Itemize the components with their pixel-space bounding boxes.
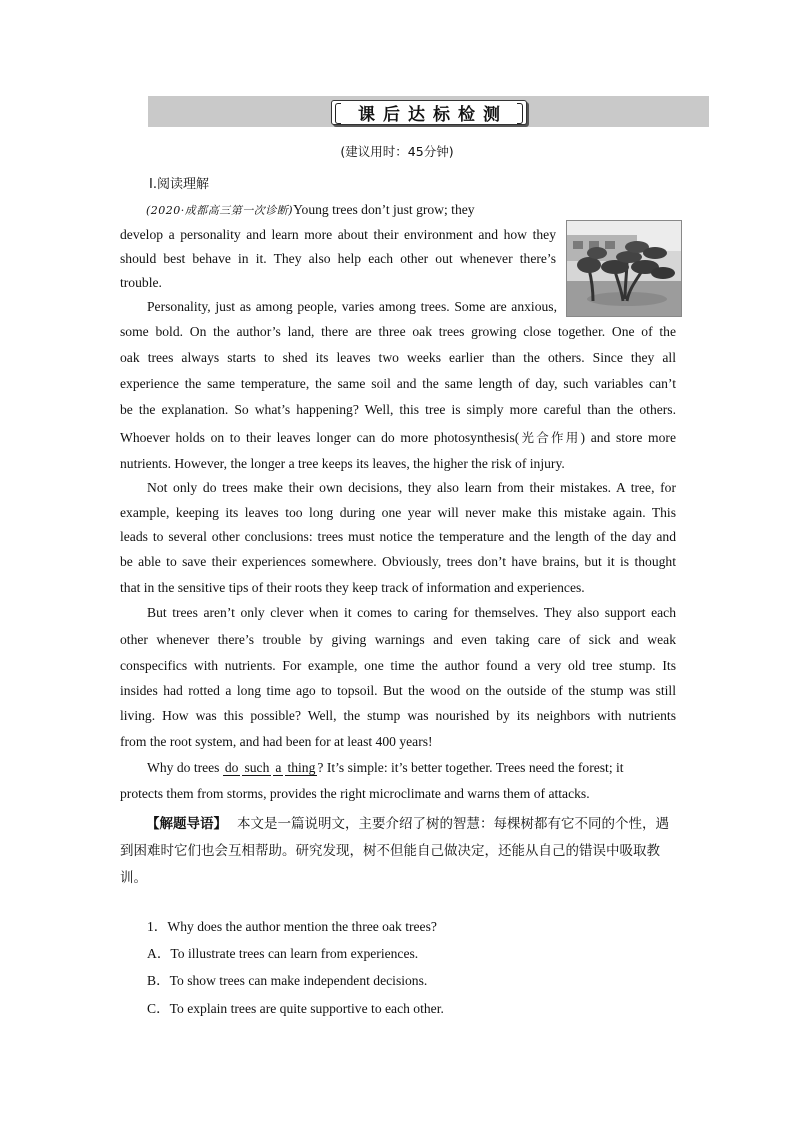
p1-line-3: should best behave in it. They also help each other out whenever there’s (120, 251, 556, 266)
p3-line-5: that in the sensitive tips of their roots they keep track of information and experiences. (120, 580, 585, 595)
right-bracket-icon (517, 103, 523, 124)
p2-line-4: experience the same temperature, the same soil and the same length of day, such variables can’t (120, 376, 676, 391)
p5-line-1-a: Why do trees (147, 760, 223, 775)
p3-line-3: leads to several other conclusions: trees must notice the temperature and the length of the day and (120, 529, 676, 544)
time-note: (建议用时：45分钟) (340, 144, 454, 159)
guide-text: 本文是一篇说明文，主要介绍了树的智慧：每棵树都有它不同的个性，遇到困难时它们也会互相帮助。研究发现，树不但能自己做决定，还能从自己的错误中吸取教训。 (120, 816, 669, 886)
header-title-box (331, 100, 527, 125)
underlined-word-thing: thing (287, 760, 316, 775)
p4-line-4: insides had rotted a long time ago to topsoil. But the wood on the outside of the stump was still (120, 683, 676, 698)
p5-line-1-b: ? It’s simple: it’s better together. Trees need the forest; it (317, 760, 624, 775)
underlined-word-do: do (224, 760, 239, 775)
p2-line-2: some bold. On the author’s land, there are three oak trees growing close together. One of the (120, 324, 676, 339)
guide-tag: 【解题导语】 (146, 816, 227, 832)
p1-text: Young trees don’t just grow; they (293, 202, 475, 217)
photosynthesis-chinese-term: 光合作用 (519, 430, 581, 445)
p5-line-1 (147, 759, 624, 777)
bonsai-tree-icon (567, 221, 681, 316)
p2-line-6 (120, 429, 676, 447)
underlined-word-a: a (275, 760, 282, 775)
question-1-option-b[interactable]: B．To show trees can make independent decisions. (147, 973, 428, 988)
p4-line-2: other whenever there’s trouble by giving warnings and even taking care of sick and weak (120, 632, 676, 647)
p4-line-6: from the root system, and had been for at least 400 years! (120, 734, 433, 749)
p4-line-3: conspecifics with nutrients. For example, one time the author found a very old tree stump. Its (120, 658, 676, 673)
p2-line-6-b: ) and store more (580, 430, 676, 445)
page-title: 课后达标检测 (358, 105, 508, 125)
section-label: Ⅰ.阅读理解 (149, 177, 209, 192)
question-1-option-c[interactable]: C．To explain trees are quite supportive to each other. (147, 1001, 444, 1016)
p2-line-3: oak trees always starts to shed its leaves two weeks earlier than the others. Since they all (120, 350, 676, 365)
reading-guide (120, 811, 678, 892)
underlined-word-such: such (244, 760, 270, 775)
bonsai-tree-photo (566, 220, 682, 317)
p3-line-2: example, keeping its leaves too long during one year will never make this mistake again. This (120, 505, 676, 520)
p2-line-1: Personality, just as among people, varies among trees. Some are anxious, (147, 299, 557, 314)
p4-line-1: But trees aren’t only clever when it comes to caring for themselves. They also support each (147, 605, 676, 620)
p1-line-4: trouble. (120, 275, 162, 290)
p3-line-4: be able to save their experiences somewhere. Obviously, trees don’t have brains, but it is thought (120, 554, 676, 569)
question-1-option-a[interactable]: A．To illustrate trees can learn from experiences. (147, 946, 419, 961)
question-1-stem: 1．Why does the author mention the three oak trees? (147, 919, 437, 934)
p5-line-2: protects them from storms, provides the right microclimate and warns them of attacks. (120, 786, 590, 801)
left-bracket-icon (335, 103, 341, 124)
p2-line-7: nutrients. However, the longer a tree keeps its leaves, the higher the risk of injury. (120, 456, 565, 471)
p2-line-6-a: Whoever holds on to their leaves longer can do more photosynthesis( (120, 430, 520, 445)
p4-line-5: living. How was this possible? Well, the stump was nourished by its neighbors with nutrients (120, 708, 676, 723)
p1-line-1 (120, 201, 556, 219)
source-citation: (2020·成都高三第一次诊断) (146, 204, 294, 217)
p3-line-1: Not only do trees make their own decisions, they also learn from their mistakes. A tree, for (147, 480, 676, 495)
p2-line-5: be the explanation. So what’s happening? Well, this tree is simply more careful than the others. (120, 402, 676, 417)
p1-line-2: develop a personality and learn more about their environment and how they (120, 227, 556, 242)
